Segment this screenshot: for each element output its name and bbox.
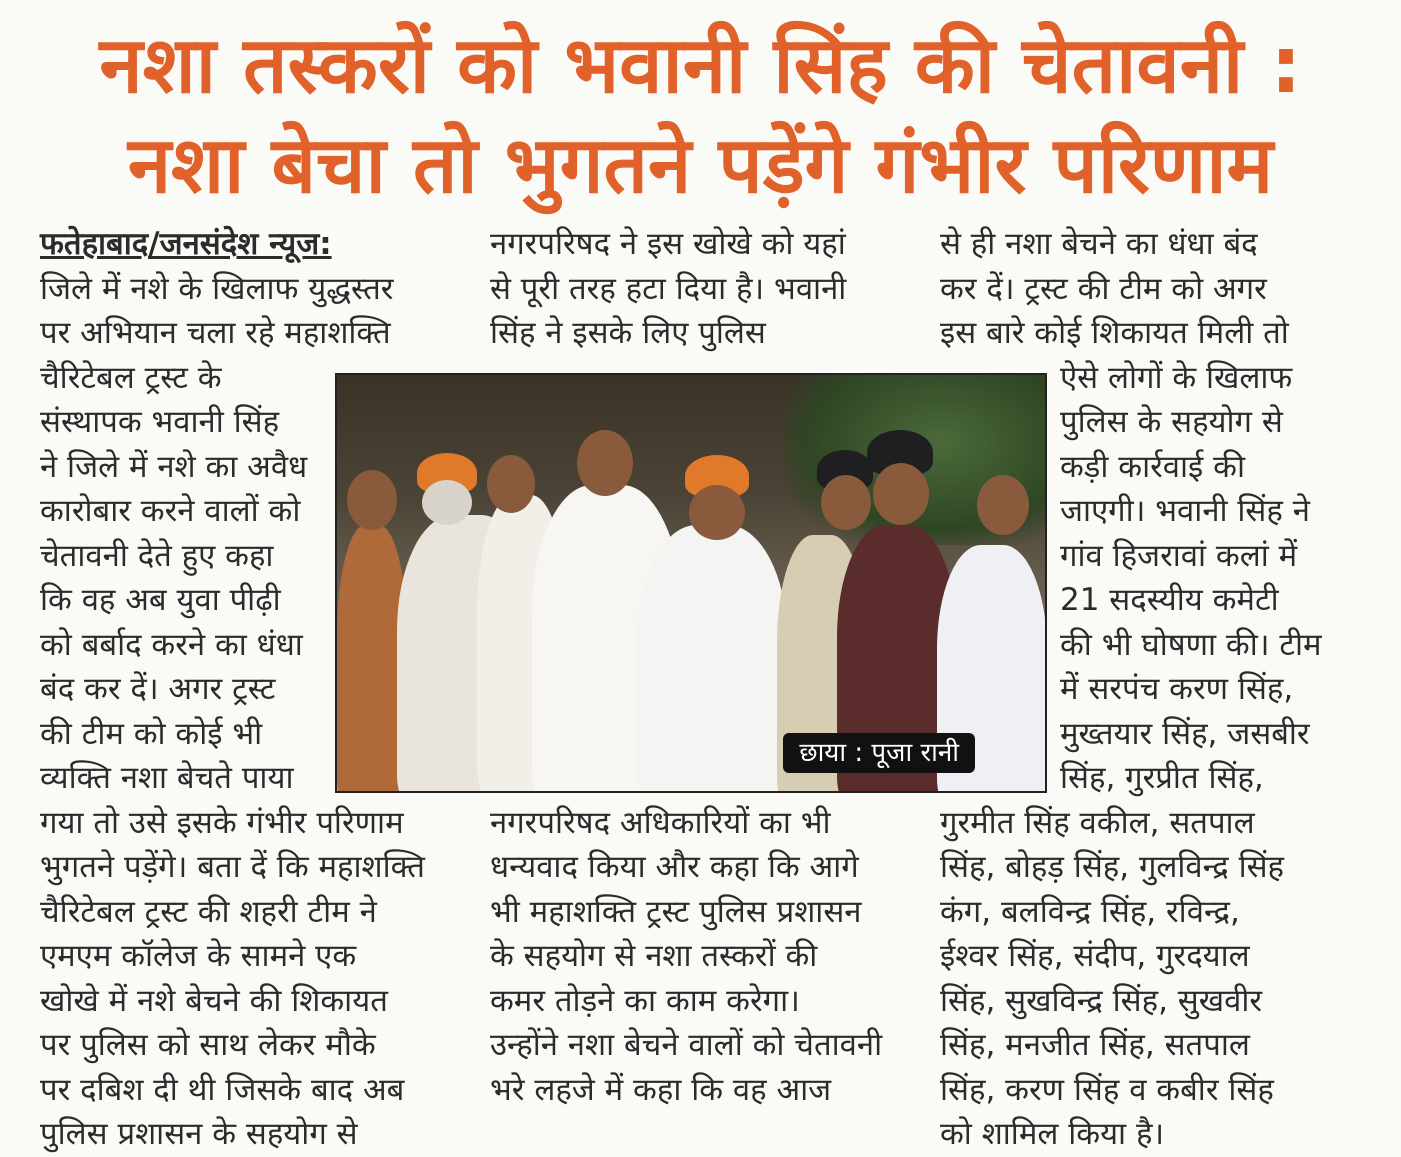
- col3-line: सिंह, सुखविन्द्र सिंह, सुखवीर: [940, 982, 1263, 1019]
- col2-line: के सहयोग से नशा तस्करों की: [490, 938, 818, 974]
- col3-line: सिंह, गुरप्रीत सिंह,: [1060, 760, 1264, 796]
- photo-head: [347, 470, 397, 530]
- headline-line-2: नशा बेचा तो भुगतने पड़ेंगे गंभीर परिणाम: [127, 121, 1274, 211]
- photo-head: [487, 455, 535, 513]
- col3-line: मुख्तयार सिंह, जसबीर: [1060, 715, 1310, 752]
- col1-line: एमएम कॉलेज के सामने एक: [40, 938, 357, 974]
- col1-line: जिले में नशे के खिलाफ युद्धस्तर: [40, 270, 394, 307]
- col1-line: पुलिस प्रशासन के सहयोग से: [40, 1116, 358, 1152]
- headline-line-1: नशा तस्करों को भवानी सिंह की चेतावनी :: [99, 21, 1302, 111]
- col3-line: गुरमीत सिंह वकील, सतपाल: [940, 804, 1255, 841]
- col1-line: ने जिले में नशे का अवैध: [40, 448, 308, 485]
- col3-line: इस बारे कोई शिकायत मिली तो: [940, 315, 1289, 351]
- col1-line: बंद कर दें। अगर ट्रस्ट: [40, 671, 276, 707]
- col3-line: गांव हिजरावां कलां में: [1060, 537, 1298, 574]
- col3-line: ईश्वर सिंह, संदीप, गुरदयाल: [940, 938, 1250, 974]
- col3-line: को शामिल किया है।: [940, 1116, 1165, 1152]
- col3-line: ऐसे लोगों के खिलाफ: [1060, 359, 1293, 396]
- col3-line: की भी घोषणा की। टीम: [1060, 626, 1322, 663]
- photo-person: [637, 525, 787, 793]
- col1-line: चेतावनी देते हुए कहा: [40, 537, 274, 574]
- col2-line: से पूरी तरह हटा दिया है। भवानी: [490, 270, 847, 307]
- col1-line: चैरिटेबल ट्रस्ट के: [40, 359, 222, 396]
- group-photo: [335, 373, 1047, 793]
- col3-line: में सरपंच करण सिंह,: [1060, 671, 1294, 707]
- col2-line: उन्होंने नशा बेचने वालों को चेतावनी: [490, 1027, 883, 1063]
- col3-line: पुलिस के सहयोग से: [1060, 404, 1283, 440]
- photo-head: [873, 463, 929, 525]
- col1-line: की टीम को कोई भी: [40, 715, 263, 752]
- col2-line: कमर तोड़ने का काम करेगा।: [490, 982, 800, 1019]
- photo-caption: छाया : पूजा रानी: [783, 733, 975, 773]
- col1-line: को बर्बाद करने का धंधा: [40, 626, 303, 663]
- photo-head: [977, 475, 1029, 535]
- col3-line: सिंह, बोहड़ सिंह, गुलविन्द्र सिंह: [940, 849, 1285, 885]
- photo-head: [821, 475, 871, 530]
- dateline: फतेहाबाद/जनसंदेश न्यूज:: [40, 226, 332, 262]
- photo-head: [689, 485, 745, 540]
- col1-line: पर अभियान चला रहे महाशक्ति: [40, 315, 391, 351]
- col3-line: कड़ी कार्रवाई की: [1060, 448, 1245, 485]
- col1-line: संस्थापक भवानी सिंह: [40, 404, 280, 440]
- col3-line: कर दें। ट्रस्ट की टीम को अगर: [940, 270, 1267, 307]
- col3-line: सिंह, मनजीत सिंह, सतपाल: [940, 1027, 1250, 1063]
- col1-line: व्यक्ति नशा बेचते पाया: [40, 760, 294, 796]
- col3-line: 21 सदस्यीय कमेटी: [1060, 582, 1279, 618]
- col2-line: भी महाशक्ति ट्रस्ट पुलिस प्रशासन: [490, 893, 862, 930]
- col3-line: से ही नशा बेचने का धंधा बंद: [940, 226, 1258, 262]
- photo-head: [422, 480, 472, 525]
- col1-line: खोखे में नशे बेचने की शिकायत: [40, 982, 388, 1019]
- col2-line: भरे लहजे में कहा कि वह आज: [490, 1071, 832, 1108]
- col2-line: नगरपरिषद ने इस खोखे को यहां: [490, 226, 846, 262]
- col1-line: गया तो उसे इसके गंभीर परिणाम: [40, 804, 404, 841]
- photo-head: [577, 430, 633, 496]
- col1-line: चैरिटेबल ट्रस्ट की शहरी टीम ने: [40, 893, 377, 930]
- col2-line: सिंह ने इसके लिए पुलिस: [490, 315, 766, 351]
- col2-line: नगरपरिषद अधिकारियों का भी: [490, 804, 831, 841]
- col3-line: जाएगी। भवानी सिंह ने: [1060, 493, 1310, 529]
- col1-line: भुगतने पड़ेंगे। बता दें कि महाशक्ति: [40, 849, 425, 885]
- col3-line: कंग, बलविन्द्र सिंह, रविन्द्र,: [940, 893, 1240, 930]
- col1-line: पर दबिश दी थी जिसके बाद अब: [40, 1071, 405, 1108]
- col3-line: सिंह, करण सिंह व कबीर सिंह: [940, 1071, 1274, 1108]
- col1-line: पर पुलिस को साथ लेकर मौके: [40, 1027, 376, 1063]
- col1-line: कारोबार करने वालों को: [40, 493, 301, 529]
- col2-line: धन्यवाद किया और कहा कि आगे: [490, 849, 859, 885]
- col1-line: कि वह अब युवा पीढ़ी: [40, 582, 281, 618]
